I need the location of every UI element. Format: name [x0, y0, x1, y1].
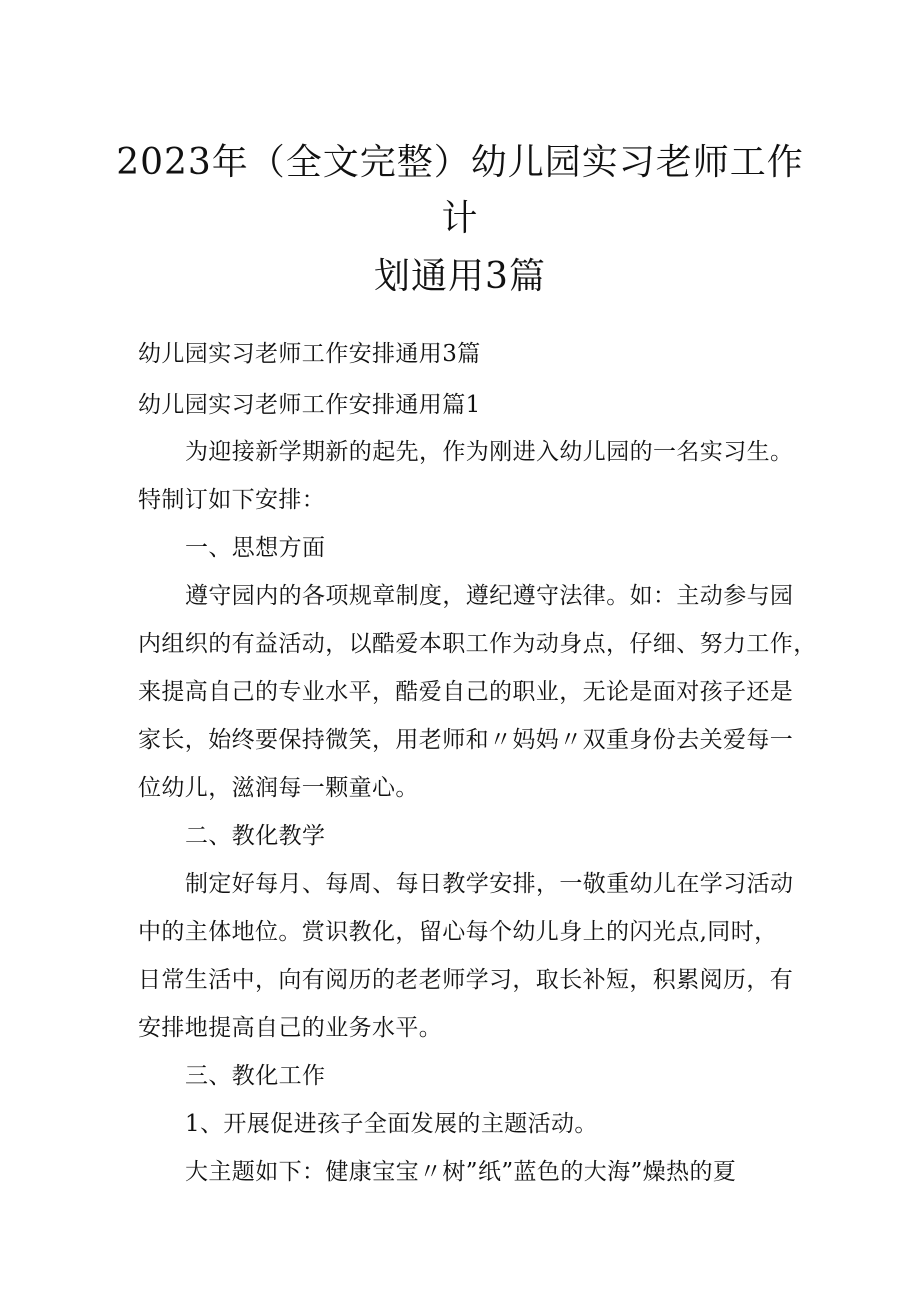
subheading-thought: 一、思想方面 [185, 535, 326, 561]
document-title-line-1: 2023年（全文完整）幼儿园实习老师工作 [116, 142, 804, 183]
paragraph-line: 为迎接新学期新的起先，作为刚进入幼儿园的一名实习生。 [185, 439, 794, 465]
paragraph-line: 位幼儿，滋润每一颗童心。 [138, 775, 419, 801]
paragraph-line: 1、开展促进孩子全面发展的主题活动。 [185, 1111, 598, 1137]
paragraph-line: 内组织的有益活动，以酷爱本职工作为动身点，仔细、努力工作， [138, 631, 817, 657]
paragraph-line: 特制订如下安排： [138, 487, 326, 513]
paragraph-line: 来提高自己的专业水平，酷爱自己的职业，无论是面对孩子还是 [138, 679, 794, 705]
section-heading: 幼儿园实习老师工作安排通用篇1 [138, 392, 481, 418]
document-title-line-2: 计 [441, 198, 479, 239]
paragraph-line: 安排地提高自己的业务水平。 [138, 1015, 443, 1041]
paragraph-line: 中的主体地位。赏识教化，留心每个幼儿身上的闪光点,同时， [138, 919, 778, 945]
subheading-teaching: 二、教化教学 [185, 823, 326, 849]
paragraph-line: 遵守园内的各项规章制度，遵纪遵守法律。如：主动参与园 [185, 583, 794, 609]
document-title-line-3: 划通用3篇 [374, 256, 546, 297]
paragraph-line: 日常生活中，向有阅历的老老师学习，取长补短，积累阅历，有 [138, 967, 794, 993]
subheading-education-work: 三、教化工作 [185, 1063, 326, 1089]
document-subtitle: 幼儿园实习老师工作安排通用3篇 [138, 341, 481, 367]
paragraph-line: 大主题如下：健康宝宝〃树”纸”蓝色的大海”燥热的夏 [185, 1159, 737, 1185]
paragraph-line: 家长，始终要保持微笑，用老师和〃妈妈〃双重身份去关爱每一 [138, 727, 794, 753]
paragraph-line: 制定好每月、每周、每日教学安排，一敬重幼儿在学习活动 [185, 871, 794, 897]
